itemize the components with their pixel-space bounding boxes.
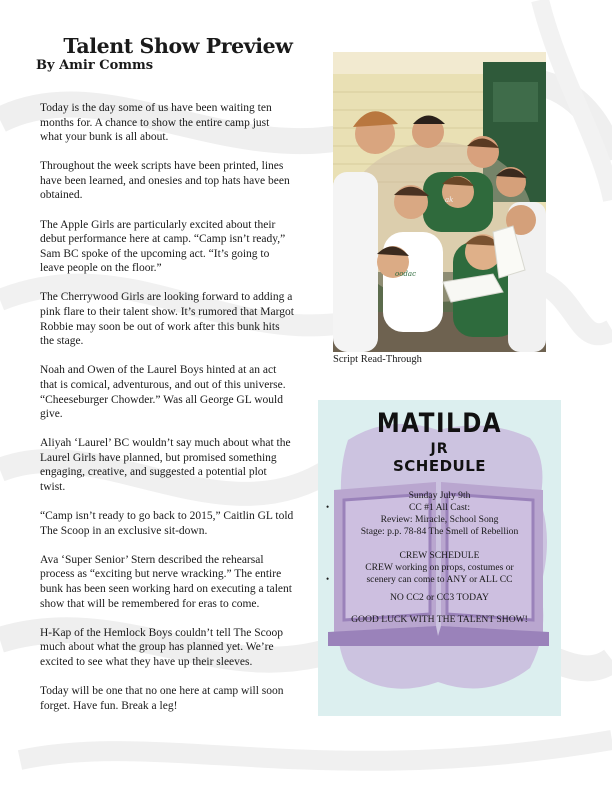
- cast-heading: CC #1 All Cast:: [408, 502, 471, 513]
- script-readthrough-photo: [333, 52, 546, 352]
- photo-caption: Script Read-Through: [333, 354, 422, 365]
- schedule-subtitle: JR: [430, 441, 449, 457]
- cast-review: Review: Miracle, School Song: [380, 514, 499, 525]
- article-header: [36, 34, 318, 73]
- schedule-details: [318, 490, 561, 626]
- article-byline: By Amir Comms: [36, 58, 154, 73]
- schedule-heading: SCHEDULE: [392, 457, 487, 475]
- article-paragraph: H-Kap of the Hemlock Boys couldn’t tell The Scoop much about what the group has planned yet. We’re excited to see what they have up their sleeves.: [40, 626, 283, 668]
- article-paragraph: Today will be one that no one here at camp will soon forget. Have fun. Break a leg!: [40, 684, 284, 712]
- schedule-note: NO CC2 or CC3 TODAY: [390, 592, 489, 603]
- crew-details: CREW working on props, costumes or: [365, 562, 514, 573]
- article-paragraph: The Apple Girls are particularly excited about their debut performance here at camp. “Camp isn’t ready,” Sam BC spoke of the upcoming act. “It’s going to leave people on the floor.”: [40, 218, 286, 275]
- crew-details: scenery can come to ANY or ALL CC: [366, 574, 513, 585]
- article-paragraph: Ava ‘Super Senior’ Stern described the rehearsal process as “exciting but nerve wracking.” The entire bunk has been seen working hard on executing a talent show that will be remembered for eras to come.: [40, 553, 292, 610]
- article-title: Talent Show Preview: [63, 34, 293, 58]
- article-paragraph: Aliyah ‘Laurel’ BC wouldn’t say much about what the Laurel Girls have planned, but promised something engaging, creative, and suggested a potential plot twist.: [40, 437, 291, 493]
- bullet-icon: •: [326, 574, 330, 584]
- schedule-title: MATILDA: [376, 409, 503, 439]
- shirt-text: oodac: [395, 270, 417, 278]
- schedule-date: Sunday July 9th: [408, 490, 471, 501]
- matilda-schedule-flyer: [318, 400, 561, 716]
- article-paragraph: Today is the day some of us have been waiting ten months for. A chance to show the entire camp just what your bunk is all about.: [40, 102, 272, 144]
- good-luck-message: GOOD LUCK WITH THE TALENT SHOW!: [351, 614, 528, 625]
- bullet-icon: •: [326, 502, 330, 512]
- crew-heading: CREW SCHEDULE: [399, 550, 480, 561]
- article-paragraph: The Cherrywood Girls are looking forward to adding a pink flare to their talent show. It’s rumored that Margot Robbie may soon be out of work after this bunk hits the stage.: [40, 291, 294, 348]
- article-paragraph: Throughout the week scripts have been printed, lines have been learned, and onesies and top hats have been obtained.: [40, 160, 290, 202]
- article-paragraph: “Camp isn’t ready to go back to 2015,” Caitlin GL told The Scoop in an exclusive sit-down.: [40, 510, 294, 537]
- article-body: [40, 101, 294, 728]
- article-paragraph: Noah and Owen of the Laurel Boys hinted at an act that is comical, adventurous, and out of this universe. “Cheeseburger Chowder.” Was all George GL would give.: [40, 364, 286, 421]
- cast-stage: Stage: p.p. 78-84 The Smell of Rebellion: [360, 526, 519, 537]
- shirt-text: ak: [445, 196, 454, 204]
